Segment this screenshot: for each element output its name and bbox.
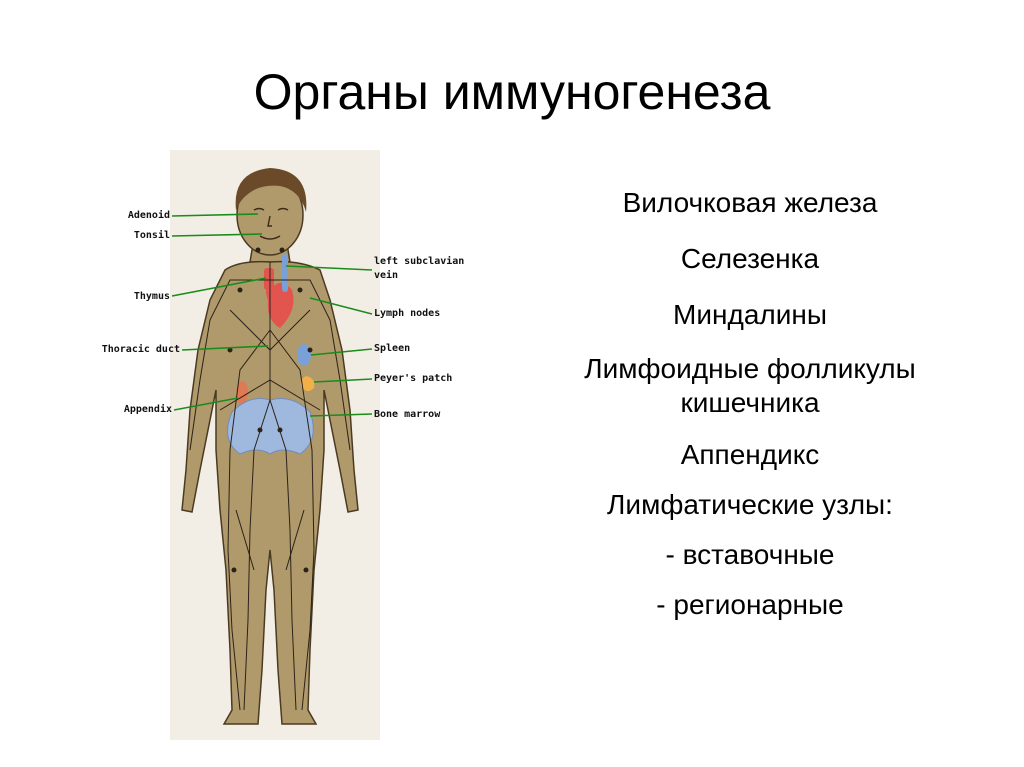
lymph-node: [258, 428, 263, 433]
label-thymus: Thymus: [133, 291, 170, 302]
label-tonsil: Tonsil: [133, 230, 170, 241]
lymph-node: [308, 348, 313, 353]
pelvis-shape: [228, 399, 314, 455]
label-peyers-patch: Peyer's patch: [374, 373, 453, 384]
list-item: Вилочковая железа: [622, 187, 878, 218]
lymph-node: [256, 248, 261, 253]
label-thoracic-duct: Thoracic duct: [101, 344, 180, 355]
list-item: - вставочные: [665, 539, 835, 570]
lymph-node: [232, 568, 237, 573]
lymph-node: [280, 248, 285, 253]
label-appendix: Appendix: [123, 404, 172, 415]
spleen-shape: [297, 344, 311, 366]
list-item: кишечника: [680, 387, 820, 418]
label-left-subclavian-vein-line2: vein: [374, 270, 399, 281]
list-item: Лимфатические узлы:: [607, 489, 893, 520]
list-item: Миндалины: [673, 299, 827, 330]
list-item: Аппендикс: [680, 439, 820, 470]
label-spleen: Spleen: [374, 343, 411, 354]
label-left-subclavian-vein-line1: left subclavian: [374, 256, 465, 267]
lymph-node: [298, 288, 303, 293]
label-adenoid: Adenoid: [127, 210, 170, 221]
list-item: - регионарные: [656, 589, 844, 620]
vein-shape: [282, 254, 288, 292]
lymph-node: [238, 288, 243, 293]
label-bone-marrow: Bone marrow: [374, 409, 441, 420]
slide-title: Органы иммуногенеза: [253, 64, 771, 120]
lymph-node: [278, 428, 283, 433]
lymphatic-system-diagram: [170, 150, 380, 740]
thymus-shape: [264, 268, 274, 290]
lymph-node: [304, 568, 309, 573]
label-lymph-nodes: Lymph nodes: [374, 308, 441, 319]
human-figure-illustration: [170, 150, 380, 740]
list-item: Селезенка: [680, 243, 820, 274]
list-item: Лимфоидные фолликулы: [584, 353, 916, 384]
organ-list: [520, 186, 980, 622]
